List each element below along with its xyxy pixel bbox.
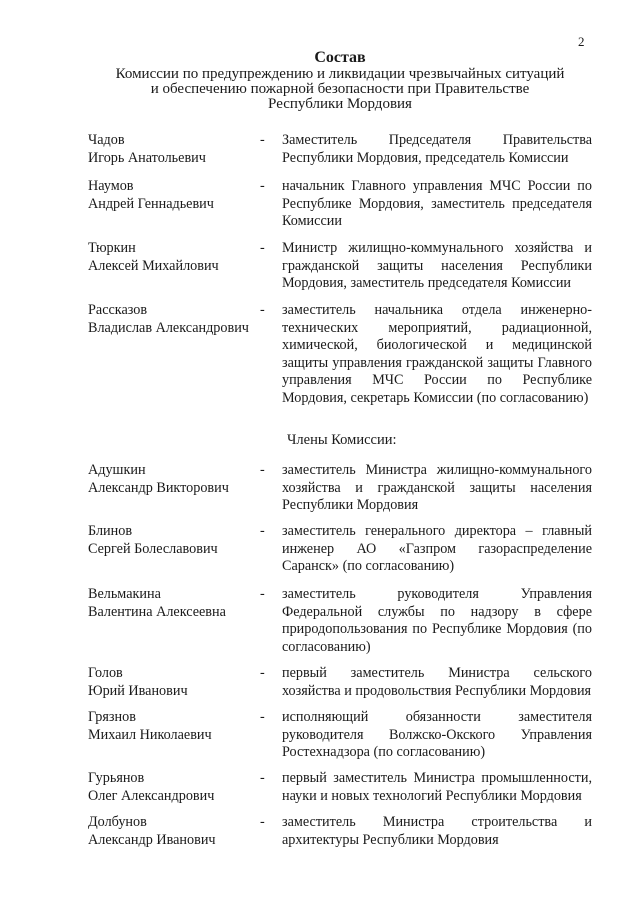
person-role: Министр жилищно-коммунального хозяйства и гражданской защиты населения Республики Мордовия, заместитель председателя Комиссии: [282, 240, 592, 291]
person-role: начальник Главного управления МЧС России по Республике Мордовия, заместитель председателя Комиссии: [282, 178, 592, 229]
person-role: первый заместитель Министра сельского хозяйства и продовольствия Республики Мордовия: [282, 665, 592, 699]
person-name: Адушкин Александр Викторович: [88, 462, 229, 496]
dash: -: [260, 178, 265, 194]
person-name: Долбунов Александр Иванович: [88, 814, 216, 848]
person-role: заместитель руководителя Управления Федеральной службы по надзору в сфере природопользования по Республике Мордовия (по согласованию): [282, 586, 592, 655]
person-name: Грязнов Михаил Николаевич: [88, 709, 212, 743]
heading-line: Республики Мордовия: [268, 96, 412, 112]
document-heading: [60, 50, 620, 112]
person-role: исполняющий обязанности заместителя руководителя Волжско-Окского Управления Ростехнадзора (по согласованию): [282, 709, 592, 760]
dash: -: [260, 814, 265, 830]
heading-line: Комиссии по предупреждению и ликвидации чрезвычайных ситуаций: [115, 66, 565, 82]
dash: -: [260, 302, 265, 318]
person-name: Гурьянов Олег Александрович: [88, 770, 215, 804]
dash: -: [260, 462, 265, 478]
dash: -: [260, 523, 265, 539]
person-role: первый заместитель Министра промышленности, науки и новых технологий Республики Мордовия: [282, 770, 592, 804]
heading-line: и обеспечению пожарной безопасности при Правительстве: [150, 81, 530, 97]
person-role: заместитель Министра строительства и архитектуры Республики Мордовия: [282, 814, 592, 848]
person-name: Вельмакина Валентина Алексеевна: [88, 586, 226, 620]
dash: -: [260, 770, 265, 786]
dash: -: [260, 132, 265, 148]
person-name: Рассказов Владислав Александрович: [88, 302, 249, 336]
dash: -: [260, 709, 265, 725]
page-number: 2: [578, 34, 585, 49]
members-heading: Члены Комиссии:: [287, 432, 397, 448]
person-role: заместитель начальника отдела инженерно-технических мероприятий, радиационной, химической, биологической и медицинской защиты управления гражданской защиты Главного управления МЧС России по Республике Мордовия, секретарь Комиссии (по согласованию): [282, 302, 592, 406]
person-name: Чадов Игорь Анатольевич: [88, 132, 206, 166]
dash: -: [260, 665, 265, 681]
person-name: Блинов Сергей Болеславович: [88, 523, 218, 557]
dash: -: [260, 586, 265, 602]
person-role: заместитель генерального директора – главный инженер АО «Газпром газораспределение Саранск» (по согласованию): [282, 523, 592, 574]
person-name: Голов Юрий Иванович: [88, 665, 188, 699]
dash: -: [260, 240, 265, 256]
person-role: Заместитель Председателя Правительства Республики Мордовия, председатель Комиссии: [282, 132, 592, 166]
heading-title: Состав: [314, 49, 366, 66]
person-role: заместитель Министра жилищно-коммунального хозяйства и гражданской защиты населения Республики Мордовия: [282, 462, 592, 513]
person-name: Наумов Андрей Геннадьевич: [88, 178, 214, 212]
person-name: Тюркин Алексей Михайлович: [88, 240, 219, 274]
